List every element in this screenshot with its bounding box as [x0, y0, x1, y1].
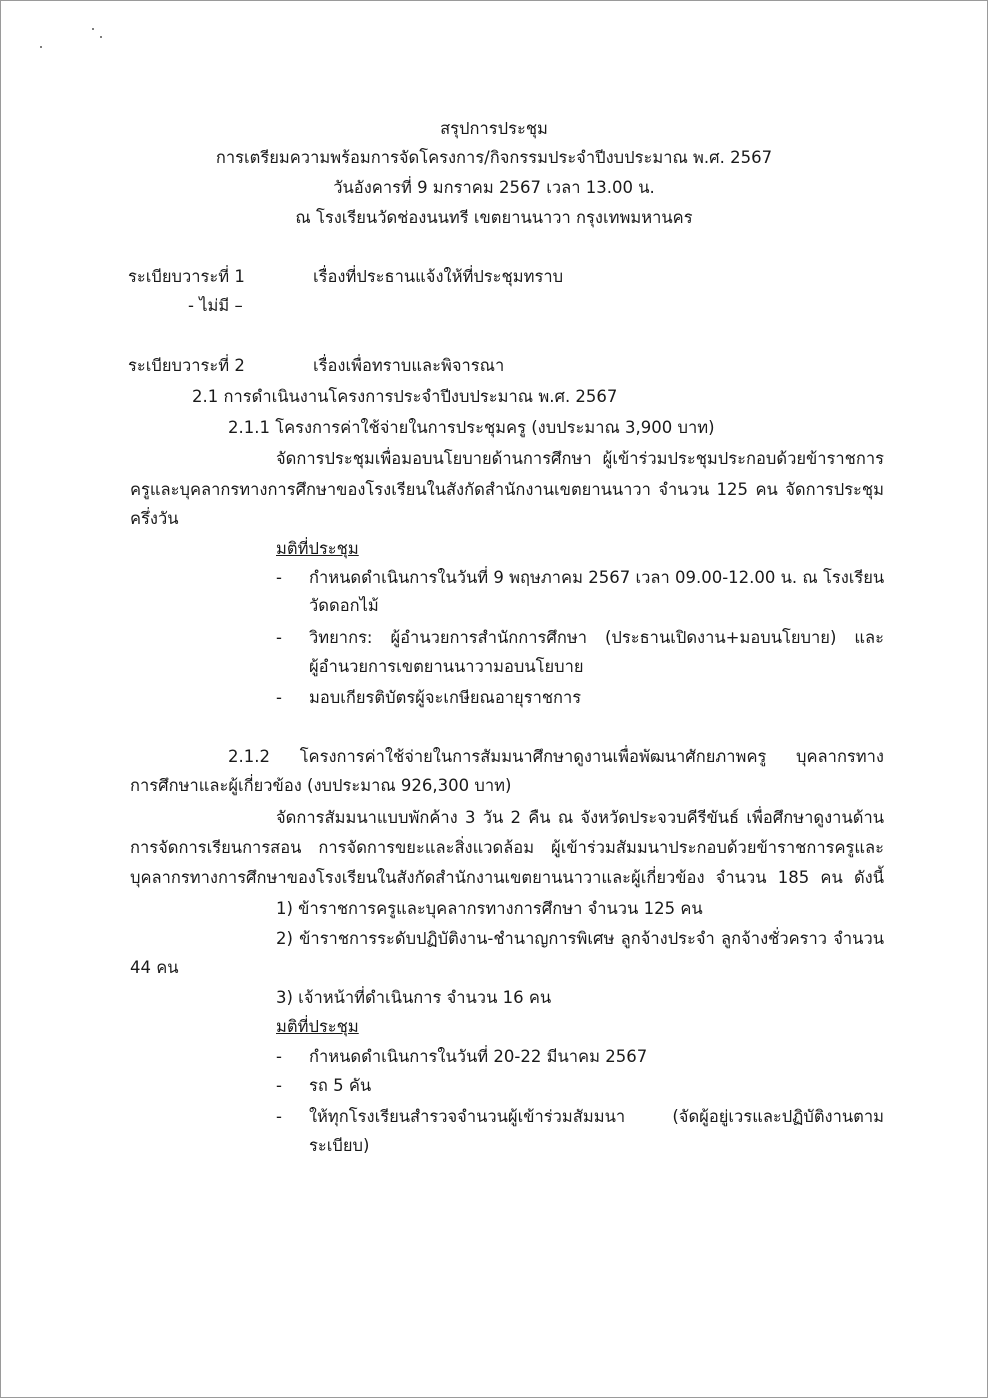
bullet-dash: -: [276, 568, 282, 587]
bullet-dash: -: [276, 1107, 282, 1126]
resolution-item: รถ 5 คัน: [309, 1076, 372, 1095]
resolution-item: ระเบียบ): [309, 1136, 370, 1155]
agenda-2-number: ระเบียบวาระที่ 2: [128, 356, 245, 375]
project-2-1-2-desc: จัดการสัมมนาแบบพักค้าง 3 วัน 2 คืน ณ จังหวัดประจวบคีรีขันธ์ เพื่อศึกษาดูงานด้าน: [276, 808, 884, 827]
bullet-dash: -: [276, 688, 282, 707]
section-2-1-heading: 2.1 การดำเนินงานโครงการประจำปีงบประมาณ พ.ศ. 2567: [192, 387, 618, 406]
resolution-item: มอบเกียรติบัตรผู้จะเกษียณอายุราชการ: [309, 688, 582, 707]
resolution-item: วัดดอกไม้: [309, 596, 379, 615]
agenda-1-note: - ไม่มี –: [188, 296, 243, 315]
bullet-dash: -: [276, 1047, 282, 1066]
project-2-1-1-desc: ครูและบุคลากรทางการศึกษาของโรงเรียนในสังกัดสำนักงานเขตยานนาวา จำนวน 125 คน จัดการประชุม: [130, 480, 884, 499]
project-2-1-1-desc: จัดการประชุมเพื่อมอบนโยบายด้านการศึกษา ผู้เข้าร่วมประชุมประกอบด้วยข้าราชการ: [276, 449, 884, 468]
project-2-1-1-desc: ครึ่งวัน: [130, 509, 179, 528]
scan-speck: [100, 36, 102, 38]
resolution-item: กำหนดดำเนินการในวันที่ 20-22 มีนาคม 2567: [309, 1047, 648, 1066]
resolution-label: มติที่ประชุม: [276, 539, 359, 558]
agenda-1-number: ระเบียบวาระที่ 1: [128, 267, 245, 286]
resolution-item: ให้ทุกโรงเรียนสำรวจจำนวนผู้เข้าร่วมสัมมนา (จัดผู้อยู่เวรและปฏิบัติงานตาม: [309, 1107, 884, 1126]
document-subtitle: การเตรียมความพร้อมการจัดโครงการ/กิจกรรมประจำปีงบประมาณ พ.ศ. 2567: [215, 148, 773, 167]
participant-item: 2) ข้าราชการระดับปฏิบัติงาน-ชำนาญการพิเศษ ลูกจ้างประจำ ลูกจ้างชั่วคราว จำนวน: [276, 929, 884, 948]
project-2-1-2-heading: การศึกษาและผู้เกี่ยวข้อง (งบประมาณ 926,300 บาท): [130, 776, 512, 795]
project-2-1-2-heading: 2.1.2 โครงการค่าใช้จ่ายในการสัมมนาศึกษาดูงานเพื่อพัฒนาศักยภาพครู บุคลากรทาง: [228, 747, 884, 766]
participant-item: 44 คน: [130, 958, 179, 977]
meeting-date: วันอังคารที่ 9 มกราคม 2567 เวลา 13.00 น.: [333, 178, 655, 197]
resolution-item: วิทยากร: ผู้อำนวยการสำนักการศึกษา (ประธานเปิดงาน+มอบนโยบาย) และ: [309, 628, 884, 647]
project-2-1-2-desc: การจัดการเรียนการสอน การจัดการขยะและสิ่งแวดล้อม ผู้เข้าร่วมสัมมนาประกอบด้วยข้าราชการครูและ: [130, 838, 884, 857]
resolution-item: กำหนดดำเนินการในวันที่ 9 พฤษภาคม 2567 เวลา 09.00-12.00 น. ณ โรงเรียน: [309, 568, 885, 587]
participant-item: 3) เจ้าหน้าที่ดำเนินการ จำนวน 16 คน: [276, 988, 552, 1007]
project-2-1-1-heading: 2.1.1 โครงการค่าใช้จ่ายในการประชุมครู (งบประมาณ 3,900 บาท): [228, 418, 715, 437]
scan-speck: [40, 46, 42, 48]
scan-speck: [92, 28, 94, 30]
bullet-dash: -: [276, 628, 282, 647]
bullet-dash: -: [276, 1076, 282, 1095]
resolution-label: มติที่ประชุม: [276, 1017, 359, 1036]
resolution-item: ผู้อำนวยการเขตยานนาวามอบนโยบาย: [309, 657, 584, 676]
meeting-location: ณ โรงเรียนวัดช่องนนทรี เขตยานนาวา กรุงเทพมหานคร: [295, 208, 693, 227]
agenda-1-title: เรื่องที่ประธานแจ้งให้ที่ประชุมทราบ: [313, 267, 564, 286]
document-title: สรุปการประชุม: [440, 119, 548, 138]
agenda-2-title: เรื่องเพื่อทราบและพิจารณา: [313, 356, 505, 375]
participant-item: 1) ข้าราชการครูและบุคลากรทางการศึกษา จำนวน 125 คน: [276, 899, 703, 918]
project-2-1-2-desc: บุคลากรทางการศึกษาของโรงเรียนในสังกัดสำนักงานเขตยานนาวาและผู้เกี่ยวข้อง จำนวน 185 คน ดังนี้: [130, 868, 884, 887]
